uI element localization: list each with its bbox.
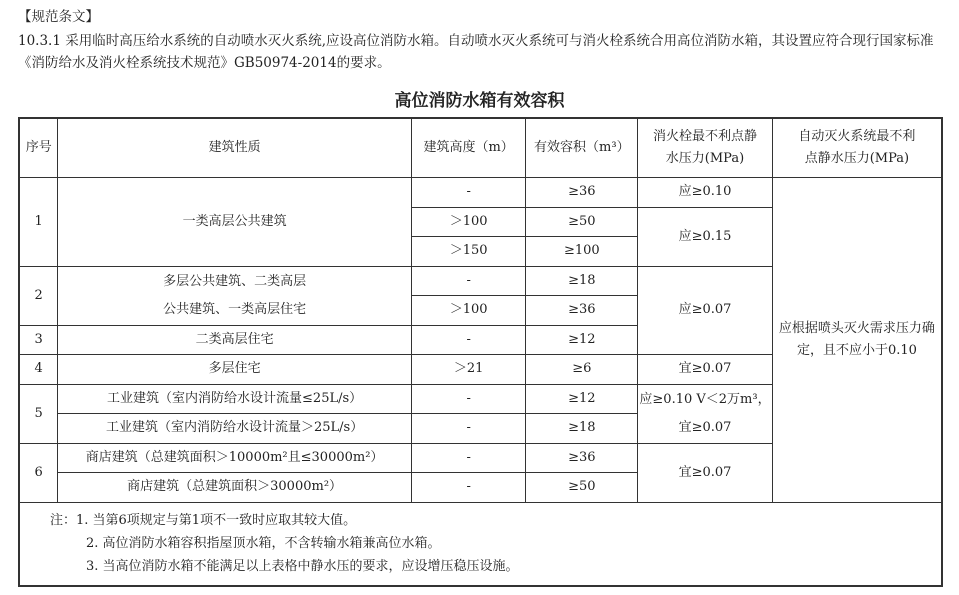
header-cell: 有效容积（m³） xyxy=(526,118,638,178)
row-number: 3 xyxy=(19,325,58,355)
volume-cell: ≥50 xyxy=(526,473,638,503)
height-cell: - xyxy=(411,178,526,208)
volume-cell: ≥100 xyxy=(526,237,638,267)
note-item: 注：1. 当第6项规定与第1项不一致时应取其较大值。 xyxy=(50,512,357,528)
pressure-cell: 宜≥0.07 xyxy=(638,355,773,385)
volume-cell: ≥36 xyxy=(526,178,638,208)
row-number: 4 xyxy=(19,355,58,385)
building-type: 二类高层住宅 xyxy=(58,325,411,355)
header-row xyxy=(19,118,942,178)
height-cell: - xyxy=(411,266,526,296)
section-heading: 【规范条文】 xyxy=(18,9,99,25)
building-type: 工业建筑（室内消防给水设计流量≤25L/s） xyxy=(58,384,411,414)
volume-cell: ≥18 xyxy=(526,266,638,296)
height-cell: - xyxy=(411,443,526,473)
height-cell: - xyxy=(411,414,526,444)
row-number: 2 xyxy=(19,266,58,325)
header-cell: 自动灭火系统最不利点静水压力(MPa) xyxy=(772,118,942,178)
volume-cell: ≥12 xyxy=(526,325,638,355)
notes xyxy=(19,502,942,586)
clause-text: 10.3.1 采用临时高压给水系统的自动喷水灭火系统,应设高位消防水箱。自动喷水灭火系统可与消火栓系统合用高位消防水箱，其设置应符合现行国家标准《消防给水及消火栓系统技术规范》GB50974-2014的要求。 xyxy=(18,33,934,71)
header-cell: 建筑性质 xyxy=(58,118,411,178)
building-type: 工业建筑（室内消防给水设计流量＞25L/s） xyxy=(58,414,411,444)
height-cell: - xyxy=(411,384,526,414)
building-type: 商店建筑（总建筑面积＞30000m²） xyxy=(58,473,411,503)
pressure-cell: 应≥0.10 V＜2万m³，宜≥0.07 xyxy=(638,384,773,443)
pressure-cell: 应≥0.10 xyxy=(638,178,773,208)
row-number: 6 xyxy=(19,443,58,502)
volume-cell: ≥36 xyxy=(526,443,638,473)
building-type: 商店建筑（总建筑面积＞10000m²且≤30000m²） xyxy=(58,443,411,473)
table-title: 高位消防水箱有效容积 xyxy=(394,91,565,111)
notes-row xyxy=(19,502,942,586)
building-type: 多层公共建筑、二类高层公共建筑、一类高层住宅 xyxy=(58,266,411,325)
pressure-cell: 应≥0.15 xyxy=(638,207,773,266)
volume-cell: ≥50 xyxy=(526,207,638,237)
volume-cell: ≥12 xyxy=(526,384,638,414)
water-tank-table xyxy=(18,117,943,587)
volume-cell: ≥36 xyxy=(526,296,638,326)
pressure-cell: 宜≥0.07 xyxy=(638,443,773,502)
row-number: 5 xyxy=(19,384,58,443)
pressure-cell: 应≥0.07 xyxy=(638,266,773,355)
volume-cell: ≥6 xyxy=(526,355,638,385)
height-cell: ＞150 xyxy=(411,237,526,267)
auto-pressure-cell: 应根据喷头灭火需求压力确定，且不应小于0.10 xyxy=(772,178,942,503)
note-item: 2. 高位消防水箱容积指屋顶水箱，不含转输水箱兼高位水箱。 xyxy=(86,535,441,551)
row-number: 1 xyxy=(19,178,58,267)
height-cell: - xyxy=(411,325,526,355)
building-type: 一类高层公共建筑 xyxy=(58,178,411,267)
header-cell: 序号 xyxy=(19,118,58,178)
height-cell: ＞100 xyxy=(411,296,526,326)
height-cell: - xyxy=(411,473,526,503)
header-cell: 消火栓最不利点静水压力(MPa) xyxy=(638,118,773,178)
height-cell: ＞21 xyxy=(411,355,526,385)
table-row xyxy=(19,178,942,208)
building-type: 多层住宅 xyxy=(58,355,411,385)
header-cell: 建筑高度（m） xyxy=(411,118,526,178)
height-cell: ＞100 xyxy=(411,207,526,237)
volume-cell: ≥18 xyxy=(526,414,638,444)
note-item: 3. 当高位消防水箱不能满足以上表格中静水压的要求，应设增压稳压设施。 xyxy=(86,558,519,574)
